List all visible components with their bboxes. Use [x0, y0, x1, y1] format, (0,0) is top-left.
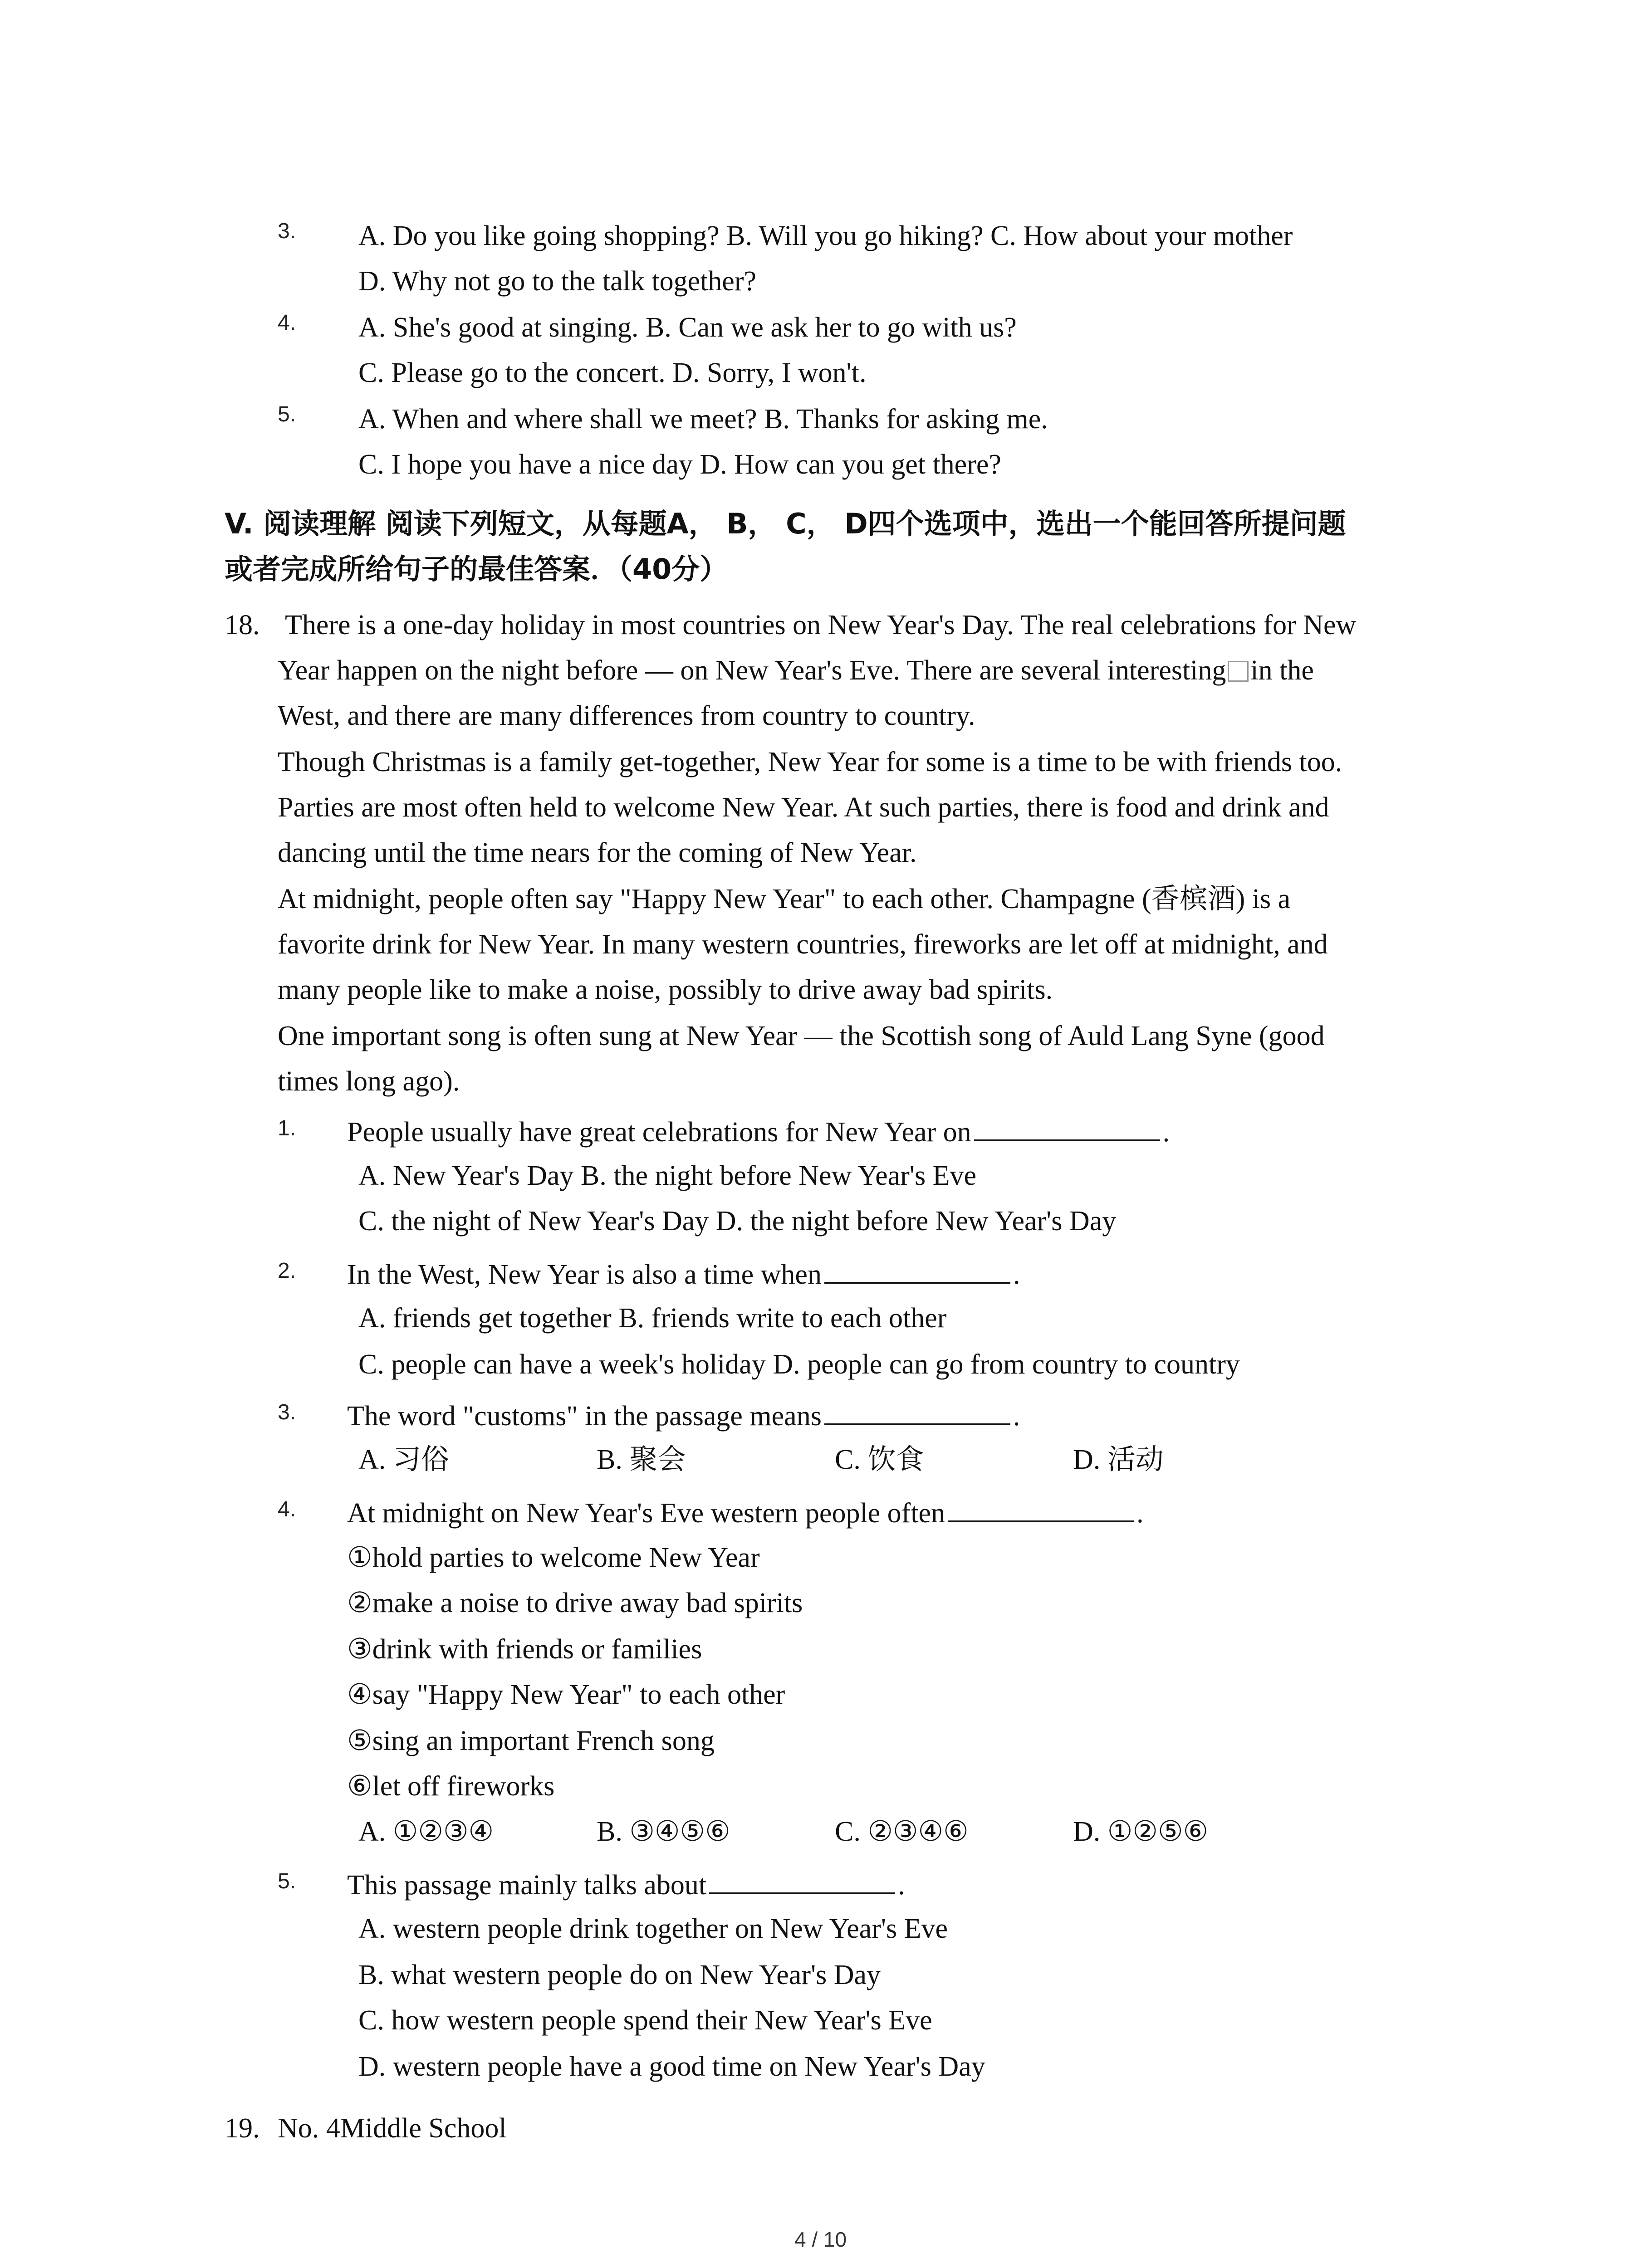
answer-blank	[824, 1255, 1010, 1284]
passage-line: dancing until the time nears for the coming of New Year.	[278, 837, 917, 868]
option-line: C. people can have a week's holiday D. people can go from country to country	[358, 1349, 1240, 1380]
passage-text: in the	[1250, 655, 1314, 686]
question-stem: People usually have great celebrations for New Year on .	[347, 1112, 1170, 1150]
answer-blank	[974, 1112, 1160, 1141]
question-text: In the West, New Year is also a time when	[347, 1259, 822, 1290]
option-line: A. western people drink together on New Year's Eve	[358, 1913, 948, 1944]
option-line: D. Why not go to the talk together?	[358, 266, 756, 297]
question-number: 1.	[278, 1116, 296, 1140]
section-heading: 或者完成所给句子的最佳答案．（40分）	[225, 552, 728, 586]
option-a: A. 习俗	[358, 1444, 449, 1475]
choice-item: ④say "Happy New Year" to each other	[347, 1679, 785, 1710]
passage-line: There is a one-day holiday in most countries on New Year's Day. The real celebrations for New	[285, 610, 1357, 640]
passage-number: 18.	[225, 610, 260, 640]
option-number: 4.	[278, 311, 296, 335]
choice-item: ②make a noise to drive away bad spirits	[347, 1588, 803, 1618]
option-line: A. When and where shall we meet? B. Thanks for asking me.	[358, 404, 1048, 435]
section-heading: V. 阅读理解 阅读下列短文，从每题A， B， C， D四个选项中，选出一个能回答所提问题	[225, 507, 1346, 540]
option-number: 3.	[278, 219, 296, 243]
answer-blank	[709, 1865, 895, 1894]
passage-number: 19.	[225, 2113, 260, 2144]
question-text: This passage mainly talks about	[347, 1870, 707, 1901]
option-line: A. Do you like going shopping? B. Will you go hiking? C. How about your mother	[358, 220, 1293, 251]
question-text: The word "customs" in the passage means	[347, 1401, 822, 1432]
question-number: 4.	[278, 1497, 296, 1521]
option-c: C. ②③④⑥	[835, 1816, 969, 1847]
passage-line: West, and there are many differences from country to country.	[278, 700, 975, 731]
option-d: D. 活动	[1073, 1444, 1164, 1475]
passage-line	[278, 652, 1314, 689]
choice-item: ①hold parties to welcome New Year	[347, 1542, 760, 1573]
page-number: 4 / 10	[794, 2228, 847, 2251]
option-line: C. how western people spend their New Year's Eve	[358, 2005, 932, 2036]
option-b: B. ③④⑤⑥	[597, 1816, 730, 1847]
option-line: C. the night of New Year's Day D. the night before New Year's Day	[358, 1206, 1117, 1237]
question-number: 2.	[278, 1259, 296, 1283]
passage-line: times long ago).	[278, 1066, 460, 1097]
choice-item: ⑤sing an important French song	[347, 1725, 715, 1756]
option-line: A. She's good at singing. B. Can we ask her to go with us?	[358, 312, 1017, 343]
question-stem: This passage mainly talks about .	[347, 1865, 905, 1903]
missing-glyph-box	[1228, 661, 1249, 682]
passage-text: Year happen on the night before — on New Year's Eve. There are several interesting	[278, 655, 1226, 686]
option-d: D. ①②⑤⑥	[1073, 1816, 1209, 1847]
answer-blank	[824, 1396, 1010, 1425]
passage-line: One important song is often sung at New Year — the Scottish song of Auld Lang Syne (good	[278, 1021, 1325, 1051]
question-stem: At midnight on New Year's Eve western people often .	[347, 1493, 1144, 1531]
option-line: A. friends get together B. friends write to each other	[358, 1303, 947, 1334]
option-line: C. I hope you have a nice day D. How can you get there?	[358, 449, 1001, 480]
option-number: 5.	[278, 402, 296, 426]
option-line: C. Please go to the concert. D. Sorry, I won't.	[358, 357, 867, 388]
option-line: D. western people have a good time on New Year's Day	[358, 2051, 985, 2082]
passage-line: At midnight, people often say "Happy New Year" to each other. Champagne (香槟酒) is a	[278, 884, 1291, 914]
option-b: B. 聚会	[597, 1444, 686, 1475]
passage-line: Though Christmas is a family get-together, New Year for some is a time to be with friends too.	[278, 747, 1342, 777]
question-stem: In the West, New Year is also a time when .	[347, 1255, 1020, 1293]
passage-line: Parties are most often held to welcome New Year. At such parties, there is food and drink and	[278, 792, 1329, 823]
passage-line: many people like to make a noise, possibly to drive away bad spirits.	[278, 974, 1053, 1005]
question-stem: The word "customs" in the passage means .	[347, 1396, 1020, 1434]
option-line: B. what western people do on New Year's Day	[358, 1960, 881, 1990]
passage-line: favorite drink for New Year. In many western countries, fireworks are let off at midnight, and	[278, 929, 1328, 960]
answer-blank	[948, 1493, 1134, 1522]
question-number: 5.	[278, 1869, 296, 1893]
choice-item: ⑥let off fireworks	[347, 1771, 555, 1802]
option-line: A. New Year's Day B. the night before New Year's Eve	[358, 1160, 976, 1191]
option-c: C. 饮食	[835, 1444, 924, 1475]
choice-item: ③drink with friends or families	[347, 1634, 702, 1665]
question-text: At midnight on New Year's Eve western people often	[347, 1498, 945, 1529]
question-text: People usually have great celebrations for New Year on	[347, 1117, 971, 1148]
option-a: A. ①②③④	[358, 1816, 494, 1847]
question-number: 3.	[278, 1400, 296, 1424]
passage-title: No. 4Middle School	[278, 2113, 507, 2144]
